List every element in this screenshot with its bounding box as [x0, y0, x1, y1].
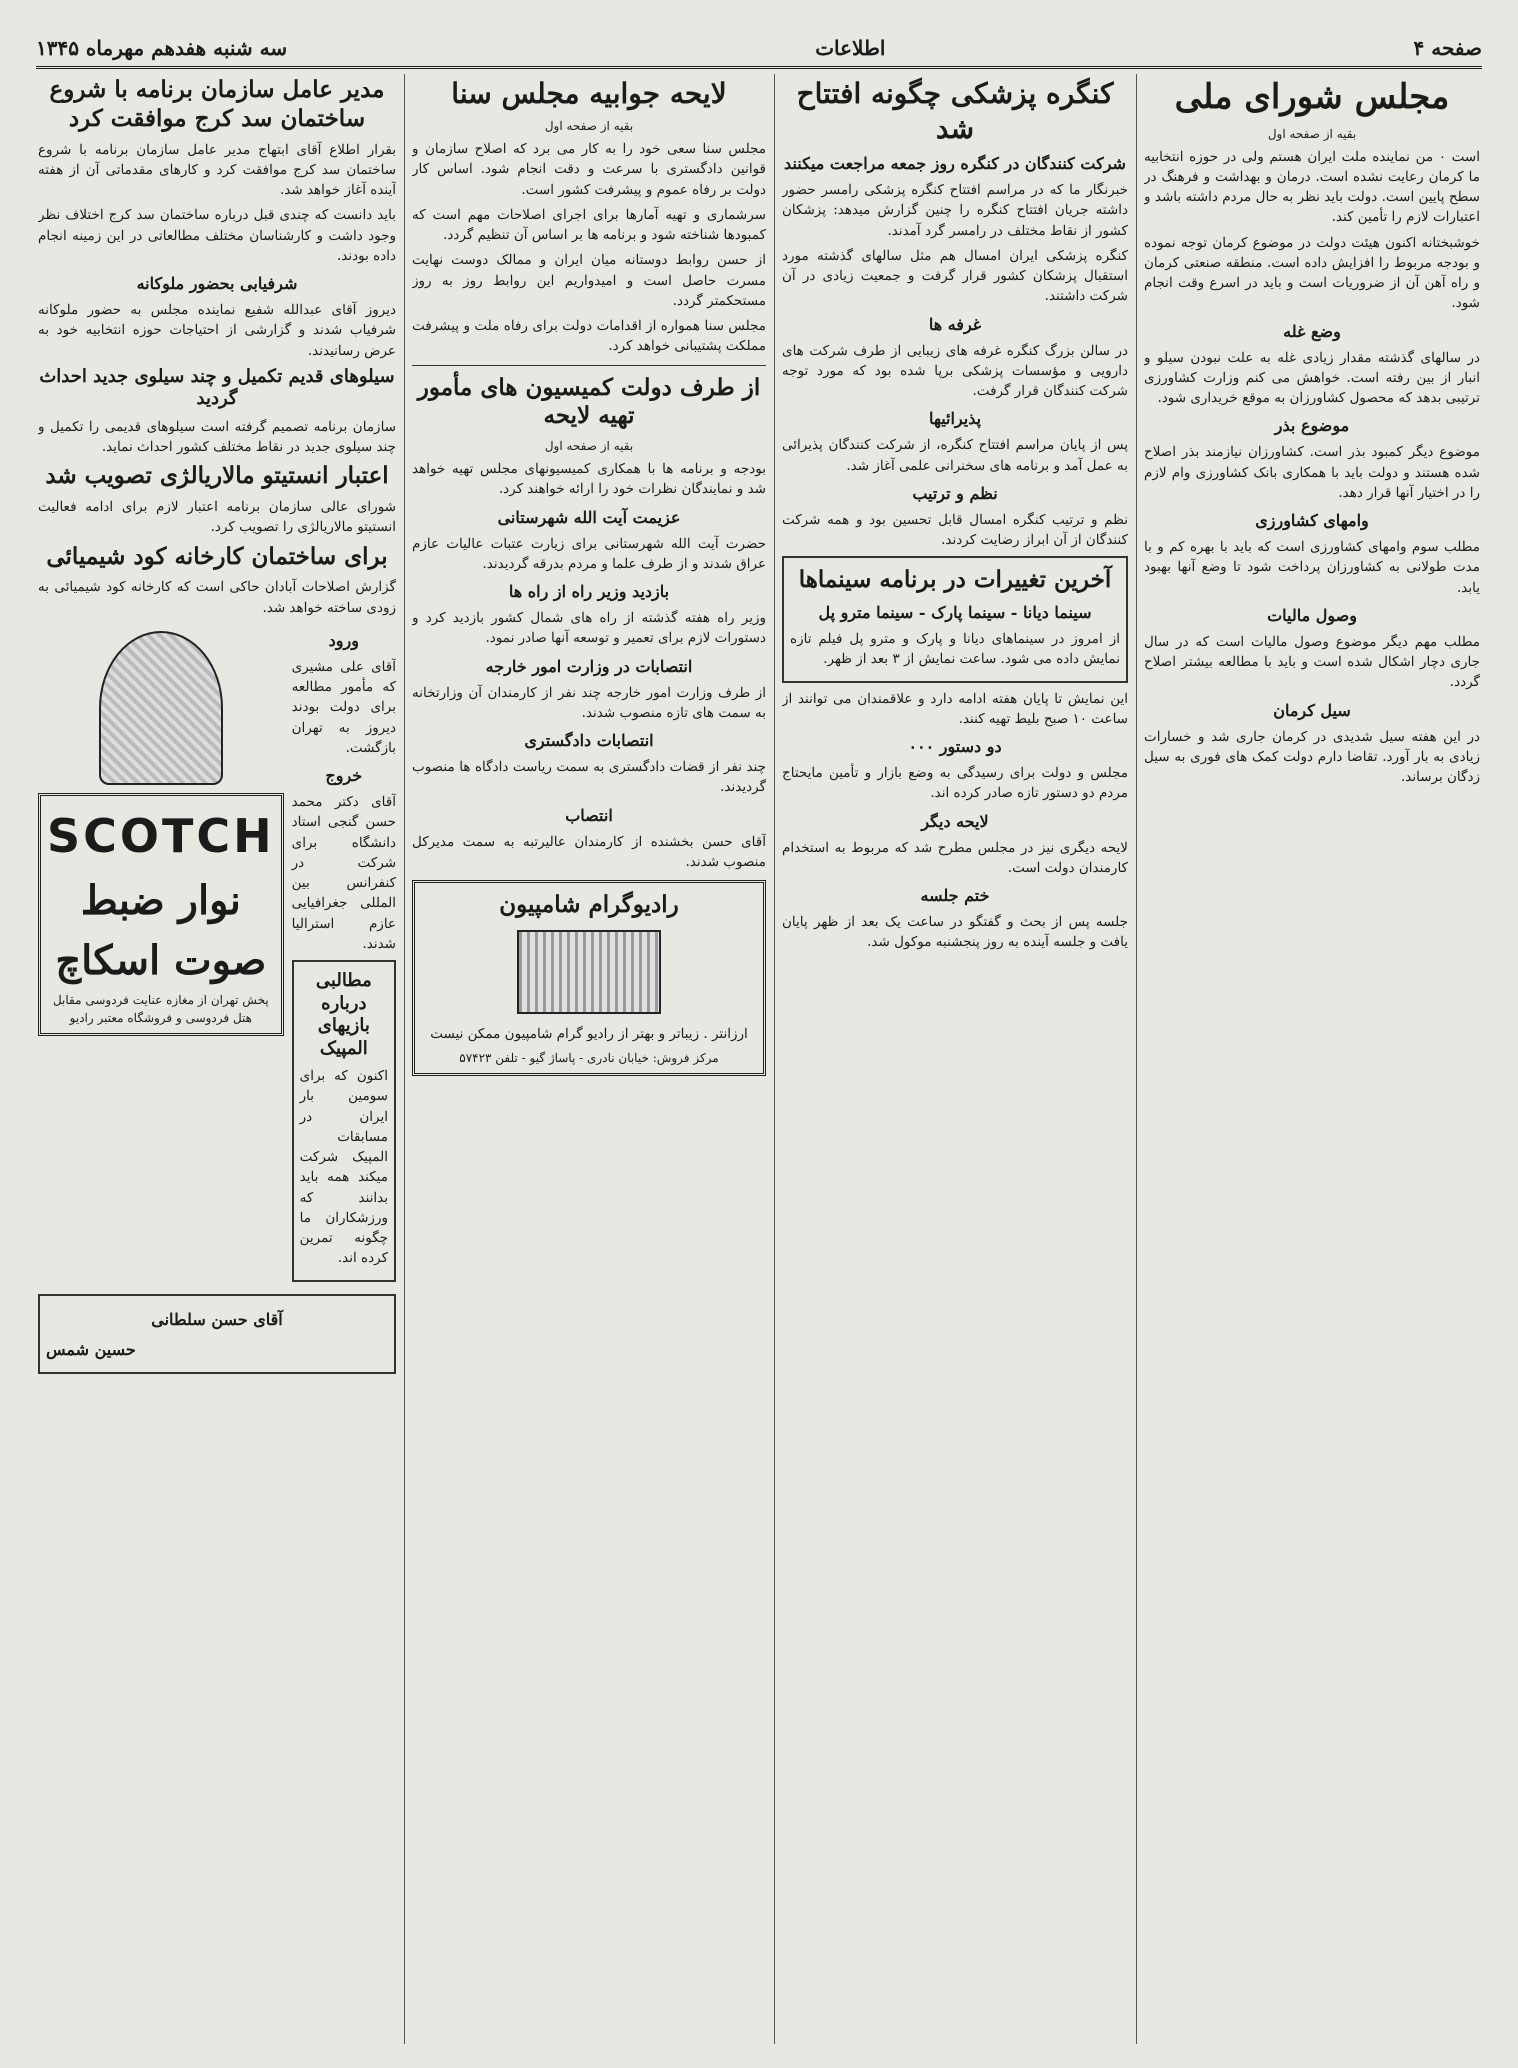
subhead-order: نظم و ترتیب [912, 483, 998, 503]
cartoon-illustration [99, 631, 223, 785]
headline-congress: کنگره پزشکی چگونه افتتاح شد [796, 77, 1114, 145]
arrivals-departures [292, 623, 396, 1288]
subhead-justice: انتصابات دادگستری [524, 731, 654, 750]
notice-title: آقای حسن سلطانی [151, 1309, 283, 1329]
paragraph: پس از پایان مراسم افتتاح کنگره، از شرکت کنندگان پذیرائی به عمل آمد و برنامه های سخنرانی علمی آغاز شد. [782, 437, 1128, 474]
subhead-departure: خروج [325, 766, 363, 785]
cinema-box [782, 556, 1128, 682]
paragraph: است ۰ من نماینده ملت ایران هستم ولی در حوزه انتخابیه ما کرمان رعایت نشده است. درمان و بهداشت و فرهنگ در سطح پایین است. دولت باید نظر به حال مردم داشته باشد و اعتبارات لازم را تأمین کند. [1144, 148, 1480, 226]
subhead-tax: وصول مالیات [1267, 605, 1357, 625]
paragraph: مطلب سوم وامهای کشاورزی است که باید با بهره کم و با مدت طولانی به کشاورزان پرداخت شود تا وضع آنها بهبود یابد. [1144, 539, 1480, 596]
page-number: صفحه ۴ [1413, 36, 1482, 60]
paragraph: آقای علی مشیری که مأمور مطالعه برای دولت بودند دیروز به تهران بازگشت. [291, 658, 396, 756]
advert-radiogram-title: رادیوگرام شامپیون [499, 891, 679, 918]
paragraph: این نمایش تا پایان هفته ادامه دارد و علاقمندان می توانند از ساعت ۱۰ صبح بلیط تهیه کنند. [782, 690, 1128, 727]
headline-silos: سیلوهای قدیم تکمیل و چند سیلوی جدید احداث گردید [39, 365, 395, 410]
headline-parliament: مجلس شورای ملی [1174, 77, 1450, 117]
olympics-box [292, 960, 396, 1282]
headline-commissions: از طرف دولت کمیسیون های مأمور تهیه لایحه [417, 373, 761, 430]
divider [412, 365, 766, 366]
paragraph: سازمان برنامه تصمیم گرفته است سیلوهای قدیمی را تکمیل و چند سیلوی جدید در نقاط مختلف کشور احداث نماید. [38, 418, 396, 455]
continuation-note: بقیه از صفحه اول [544, 439, 634, 453]
paragraph: از امروز در سینماهای دیانا و پارک و مترو پل فیلم تازه نمایش داده می شود. ساعت نمایش از ۳ بعد از ظهر. [790, 631, 1120, 668]
paragraph: چند نفر از قضات دادگستری به سمت ریاست دادگاه ها منصوب گردیدند. [412, 759, 766, 796]
paragraph: کنگره پزشکی ایران امسال هم مثل سالهای گذشته مورد استقبال پزشکان کشور قرار گرفت و جمعیت زیادی در آن شرکت داشتند. [782, 247, 1128, 305]
lower-left-block [38, 623, 396, 1288]
subhead-receptions: پذیرائیها [928, 409, 982, 429]
subhead-another-bill: لایحه دیگر [921, 811, 989, 831]
deck-congress: شرکت کنندگان در کنگره روز جمعه مراجعت میکنند [784, 154, 1126, 173]
radiogram-illustration [517, 930, 661, 1014]
paragraph: در سالن بزرگ کنگره غرفه های زیبایی از طرف شرکت های دارویی و مؤسسات پزشکی برپا شده بود که مورد توجه شرکت کنندگان قرار گرفت. [782, 342, 1128, 399]
subhead-ayatollah: عزیمت آیت الله شهرستانی [497, 507, 681, 527]
paragraph: گزارش اصلاحات آبادان حاکی است که کارخانه کود شیمیائی به زودی ساخته خواهد شد. [38, 579, 396, 616]
paragraph: موضوع دیگر کمبود بذر است. کشاورزان نیازمند بذر اصلاح شده هستند و دولت باید با همکاری بانک کشاورزی وام لازم را در اختیار آنها قرار دهد. [1144, 444, 1480, 501]
advert-scotch-note: پخش تهران از مغازه عنایت فردوسی مقابل هتل فردوسی و فروشگاه معتبر رادیو [52, 992, 269, 1025]
paragraph: شورای عالی سازمان برنامه اعتبار لازم برای ادامه فعالیت انستیتو مالاریالژی را تصویب کرد. [38, 499, 396, 536]
paragraph: لایحه دیگری نیز در مجلس مطرح شد که مربوط به استخدام کارمندان دولت است. [782, 839, 1128, 876]
subhead-audience: شرفیابی بحضور ملوکانه [136, 274, 298, 293]
paragraph: حضرت آیت الله شهرستانی برای زیارت عتبات عالیات عازم عراق شدند و از طرف علما و مردم بدرقه گردیدند. [412, 535, 766, 572]
paragraph: نظم و ترتیب کنگره امسال قابل تحسین بود و همه شرکت کنندگان از آن ابراز رضایت کردند. [782, 511, 1128, 548]
column-parliament [1144, 74, 1480, 2044]
continuation-note: بقیه از صفحه اول [1267, 126, 1357, 141]
headline-malaria: اعتبار انستیتو مالاریالژی تصویب شد [45, 462, 389, 490]
headline-senate: لایحه جوابیه مجلس سنا [451, 77, 727, 110]
masthead [36, 30, 1482, 69]
subhead-seed: موضوع بذر [1274, 416, 1350, 436]
paragraph: آقای دکتر محمد حسن گنجی استاد دانشگاه برای شرکت در کنفرانس بین المللی جغرافیایی عازم استرالیا شدند. [291, 794, 396, 952]
paragraph: مجلس سنا سعی خود را به کار می برد که اصلاح سازمان و قوانین دادگستری با سرعت و دقت انجام شود. اساس کار دولت بر رفاه عموم و پیشرفت کشور است. [412, 141, 766, 198]
column-plan-org [38, 74, 396, 2044]
paragraph: خوشبختانه اکنون هیئت دولت در موضوع کرمان توجه نموده و بودجه مربوط را افزایش داده است. منطقه صنعتی کرمان و راه آهن آن از ضروریات است و باید در اسرع وقت انجام شود. [1144, 234, 1480, 312]
advert-radiogram-address: مرکز فروش: خیابان نادری - پاساژ گیو - تلفن ۵۷۴۲۳ [459, 1051, 719, 1065]
subhead-grain: وضع غله [1283, 321, 1341, 341]
continuation-note: بقیه از صفحه اول [544, 119, 634, 133]
subhead-arrival: ورود [328, 630, 359, 650]
paragraph: مجلس سنا همواره از اقدامات دولت برای رفاه ملت و پیشرفت مملکت پشتیبانی خواهد کرد. [412, 318, 766, 355]
advert-radiogram-text: ارزانتر . زیباتر و بهتر از رادیو گرام شامپیون ممکن نیست [430, 1025, 748, 1042]
advert-scotch [38, 623, 284, 1288]
column-rule [774, 74, 775, 2044]
paragraph: اکنون که برای سومین بار ایران در مسابقات المپیک شرکت میکند همه باید بدانند که ورزشکاران ما چگونه تمرین کرده اند. [299, 1068, 388, 1267]
column-senate [412, 74, 766, 2044]
newspaper-name: اطلاعات [815, 36, 886, 60]
subhead-flood: سیل کرمان [1273, 700, 1351, 720]
subhead-loans: وامهای کشاورزی [1255, 511, 1369, 530]
cinema-names: سینما دیانا - سینما پارک - سینما مترو پل [818, 603, 1092, 622]
paragraph: بقرار اطلاع آقای ابتهاج مدیر عامل سازمان برنامه با شروع ساختمان سد کرج موافقت کرد و کارهای مقدماتی آن از هفته آینده آغاز خواهد شد. [38, 141, 396, 198]
headline-fertilizer: برای ساختمان کارخانه کود شیمیائی [46, 542, 388, 570]
paragraph: جلسه پس از بحث و گفتگو در ساعت یک بعد از ظهر پایان یافت و جلسه آینده به روز پنجشنبه موکول شد. [782, 914, 1128, 951]
headline-karaj-dam: مدیر عامل سازمان برنامه با شروع ساختمان سد کرج موافقت کرد [49, 76, 385, 132]
paragraph: دیروز آقای عبدالله شفیع نماینده مجلس به حضور ملوکانه شرفیاب شدند و گزارشی از احتیاجات حوزه انتخابیه خود به عرض رسانیدند. [38, 302, 396, 359]
paragraph: مجلس و دولت برای رسیدگی به وضع بازار و تأمین مایحتاج مردم دو دستور تازه صادر کرده اند. [782, 765, 1128, 802]
paragraph: وزیر راه هفته گذشته از راه های شمال کشور بازدید کرد و دستورات لازم برای تعمیر و توسعه آنها صادر نمود. [412, 610, 766, 647]
notice-box [38, 1294, 396, 1374]
advert-radiogram [412, 880, 766, 1076]
subhead-appointment: انتصاب [565, 805, 613, 825]
paragraph: بودجه و برنامه ها با همکاری کمیسیونهای مجلس تهیه خواهد شد و نمایندگان نظرات خود را ارائه خواهند کرد. [412, 461, 766, 498]
subhead-foreign-ministry: انتصابات در وزارت امور خارجه [485, 656, 693, 676]
paragraph: آقای حسن بخشنده از کارمندان عالیرتبه به سمت مدیرکل منصوب شدند. [412, 833, 766, 870]
paragraph: باید دانست که چندی قبل درباره ساختمان سد کرج اختلاف نظر وجود داشت و کارشناسان مختلف مطالعاتی در این زمینه انجام داده بودند. [38, 207, 396, 264]
subhead-two-orders: دو دستور ۰۰۰ [908, 737, 1002, 756]
advert-scotch-title: نوار ضبط صوت اسکاچ [55, 876, 267, 984]
notice-signature: حسین شمس [46, 1339, 136, 1359]
paragraph: از طرف وزارت امور خارجه چند نفر از کارمندان آن وزارتخانه به سمت های تازه منصوب شدند. [412, 684, 766, 721]
subhead-roads: بازدید وزیر راه از راه ها [508, 582, 670, 601]
subhead-booths: غرفه ها [928, 314, 982, 334]
paragraph: سرشماری و تهیه آمارها برای اجرای اصلاحات مهم است که کمبودها شناخته شود و برنامه ها بر اساس آن تنظیم گردد. [412, 206, 766, 243]
column-rule [1136, 74, 1137, 2044]
paragraph: خبرنگار ما که در مراسم افتتاح کنگره پزشکی رامسر حضور داشته جریان افتتاح کنگره را چنین گزارش میدهد: پزشکان کشور از نقاط مختلف در رامسر گرد آمدند. [782, 182, 1128, 239]
headline-cinema: آخرین تغییرات در برنامه سینماها [798, 566, 1112, 594]
issue-date: سه شنبه هفدهم مهرماه ۱۳۴۵ [36, 36, 288, 60]
column-medical-congress [782, 74, 1128, 2044]
column-rule [404, 74, 405, 2044]
advert-scotch-brand: SCOTCH [47, 808, 275, 863]
paragraph: در سالهای گذشته مقدار زیادی غله به علت نبودن سیلو و انبار از بین رفته است. خواهش می کنم وزارت کشاورزی ترتیبی بدهد که محصول کشاورزان به موقع خریداری شود. [1144, 349, 1480, 406]
paragraph: مطلب مهم دیگر موضوع وصول مالیات است که در سال جاری دچار اشکال شده است و باید با مطالعه بیشتر اصلاح گردد. [1144, 633, 1480, 691]
headline-olympics: مطالبی درباره بازیهای المپیک [315, 970, 372, 1059]
advert-scotch-box [38, 793, 284, 1036]
paragraph: در این هفته سیل شدیدی در کرمان جاری شد و خسارات زیادی به بار آورد. تقاضا دارم دولت کمک های فوری به سیل زدگان برساند. [1144, 728, 1480, 785]
paragraph: از حسن روابط دوستانه میان ایران و ممالک دوست نهایت مسرت حاصل است و امیدواریم این روابط روز به روز مستحکمتر گردد. [412, 252, 766, 309]
subhead-session-end: ختم جلسه [920, 886, 990, 905]
